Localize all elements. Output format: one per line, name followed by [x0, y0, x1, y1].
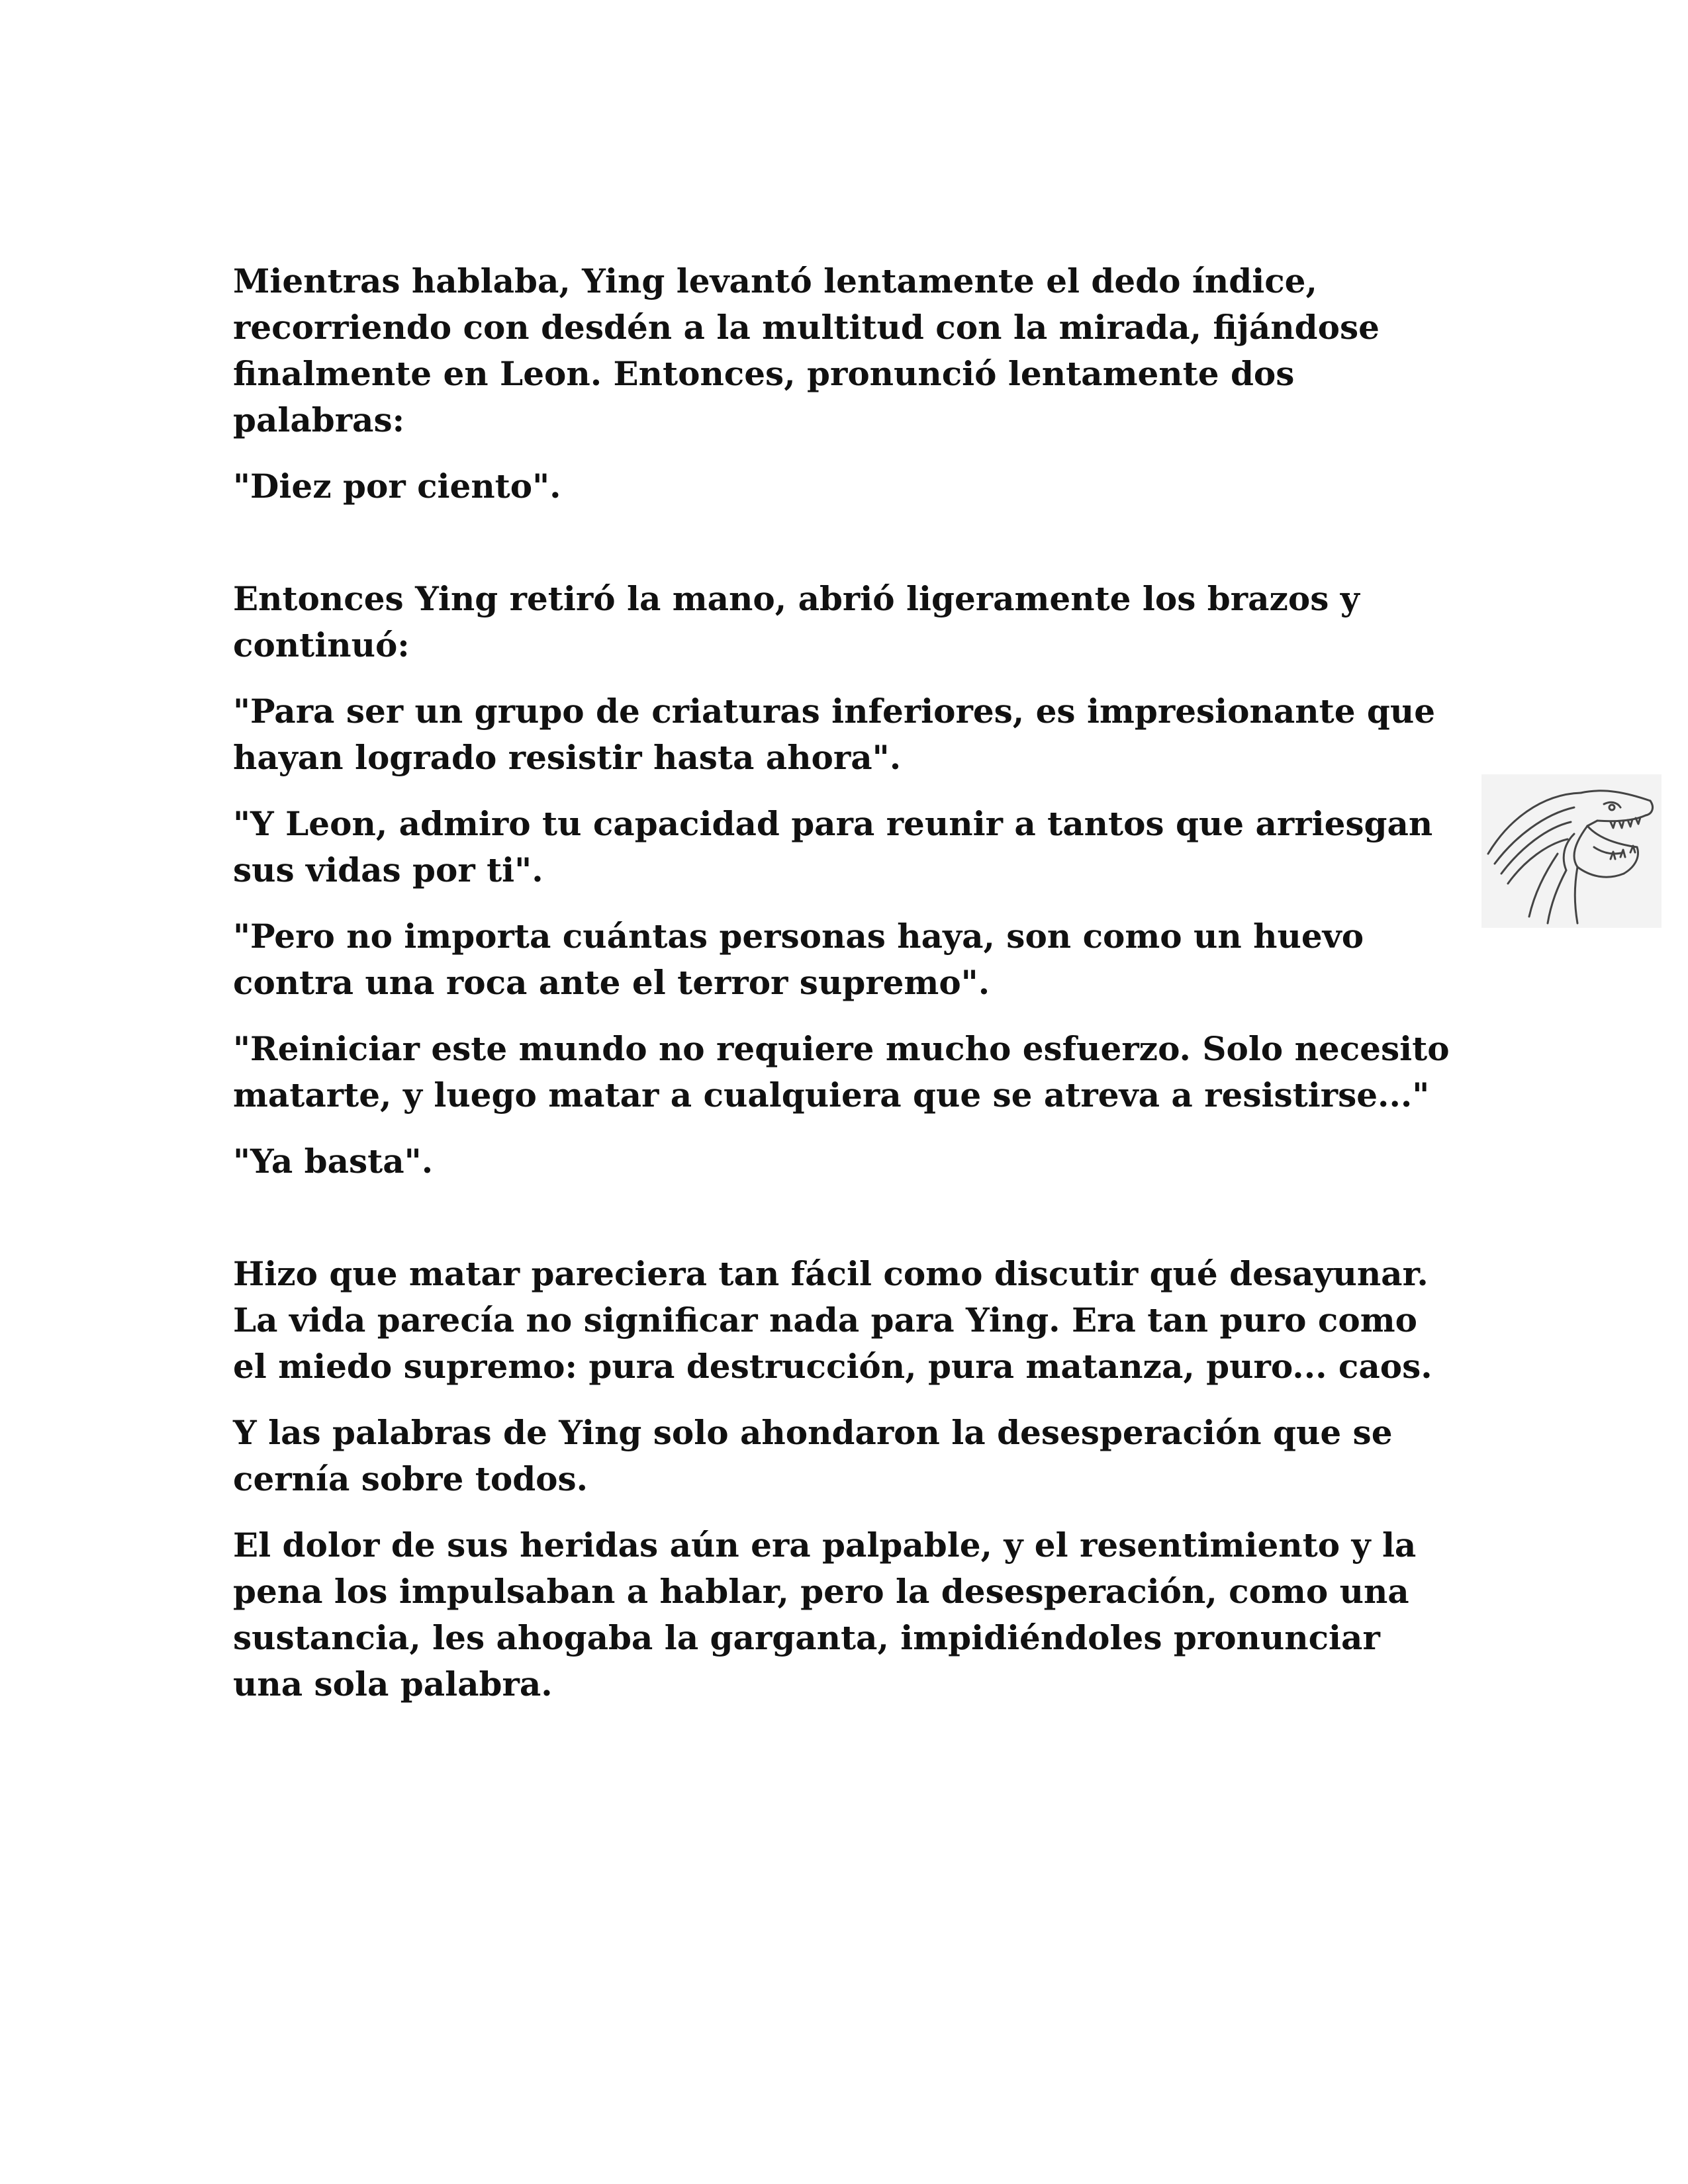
paragraph-4: "Para ser un grupo de criaturas inferiores, es impresionante que hayan logrado resistir hasta ahora". — [233, 692, 1436, 777]
section-gap — [233, 1205, 1451, 1251]
paragraph-6: "Pero no importa cuántas personas haya, son como un huevo contra una roca ante el terror supremo". — [233, 917, 1364, 1002]
paragraph-8: "Ya basta". — [233, 1142, 434, 1181]
dinosaur-head-icon — [1481, 774, 1662, 928]
paragraph-5: "Y Leon, admiro tu capacidad para reunir a tantos que arriesgan sus vidas por ti". — [233, 804, 1433, 889]
paragraph-7: "Reiniciar este mundo no requiere mucho esfuerzo. Solo necesito matarte, y luego matar a cualquiera que se atreva a resistirse..." — [233, 1029, 1450, 1115]
paragraph-10: Y las palabras de Ying solo ahondaron la desesperación que se cernía sobre todos. — [233, 1413, 1393, 1498]
paragraph-3: Entonces Ying retiró la mano, abrió ligeramente los brazos y continuó: — [233, 579, 1360, 664]
paragraph-1: Mientras hablaba, Ying levantó lentamente el dedo índice, recorriendo con desdén a la multitud con la mirada, fijándose finalmente en Leon. Entonces, pronunció lentamente dos palabras: — [233, 261, 1380, 439]
section-gap — [233, 529, 1451, 576]
body-text — [233, 258, 1451, 1727]
paragraph-9: Hizo que matar pareciera tan fácil como discutir qué desayunar. La vida parecía no significar nada para Ying. Era tan puro como el miedo supremo: pura destrucción, pura matanza, puro... caos. — [233, 1254, 1432, 1386]
paragraph-2: "Diez por ciento". — [233, 467, 561, 506]
paragraph-11: El dolor de sus heridas aún era palpable, y el resentimiento y la pena los impulsaban a hablar, pero la desesperación, como una sustancia, les ahogaba la garganta, impidiéndoles pronunciar una sola palabra. — [233, 1525, 1417, 1704]
